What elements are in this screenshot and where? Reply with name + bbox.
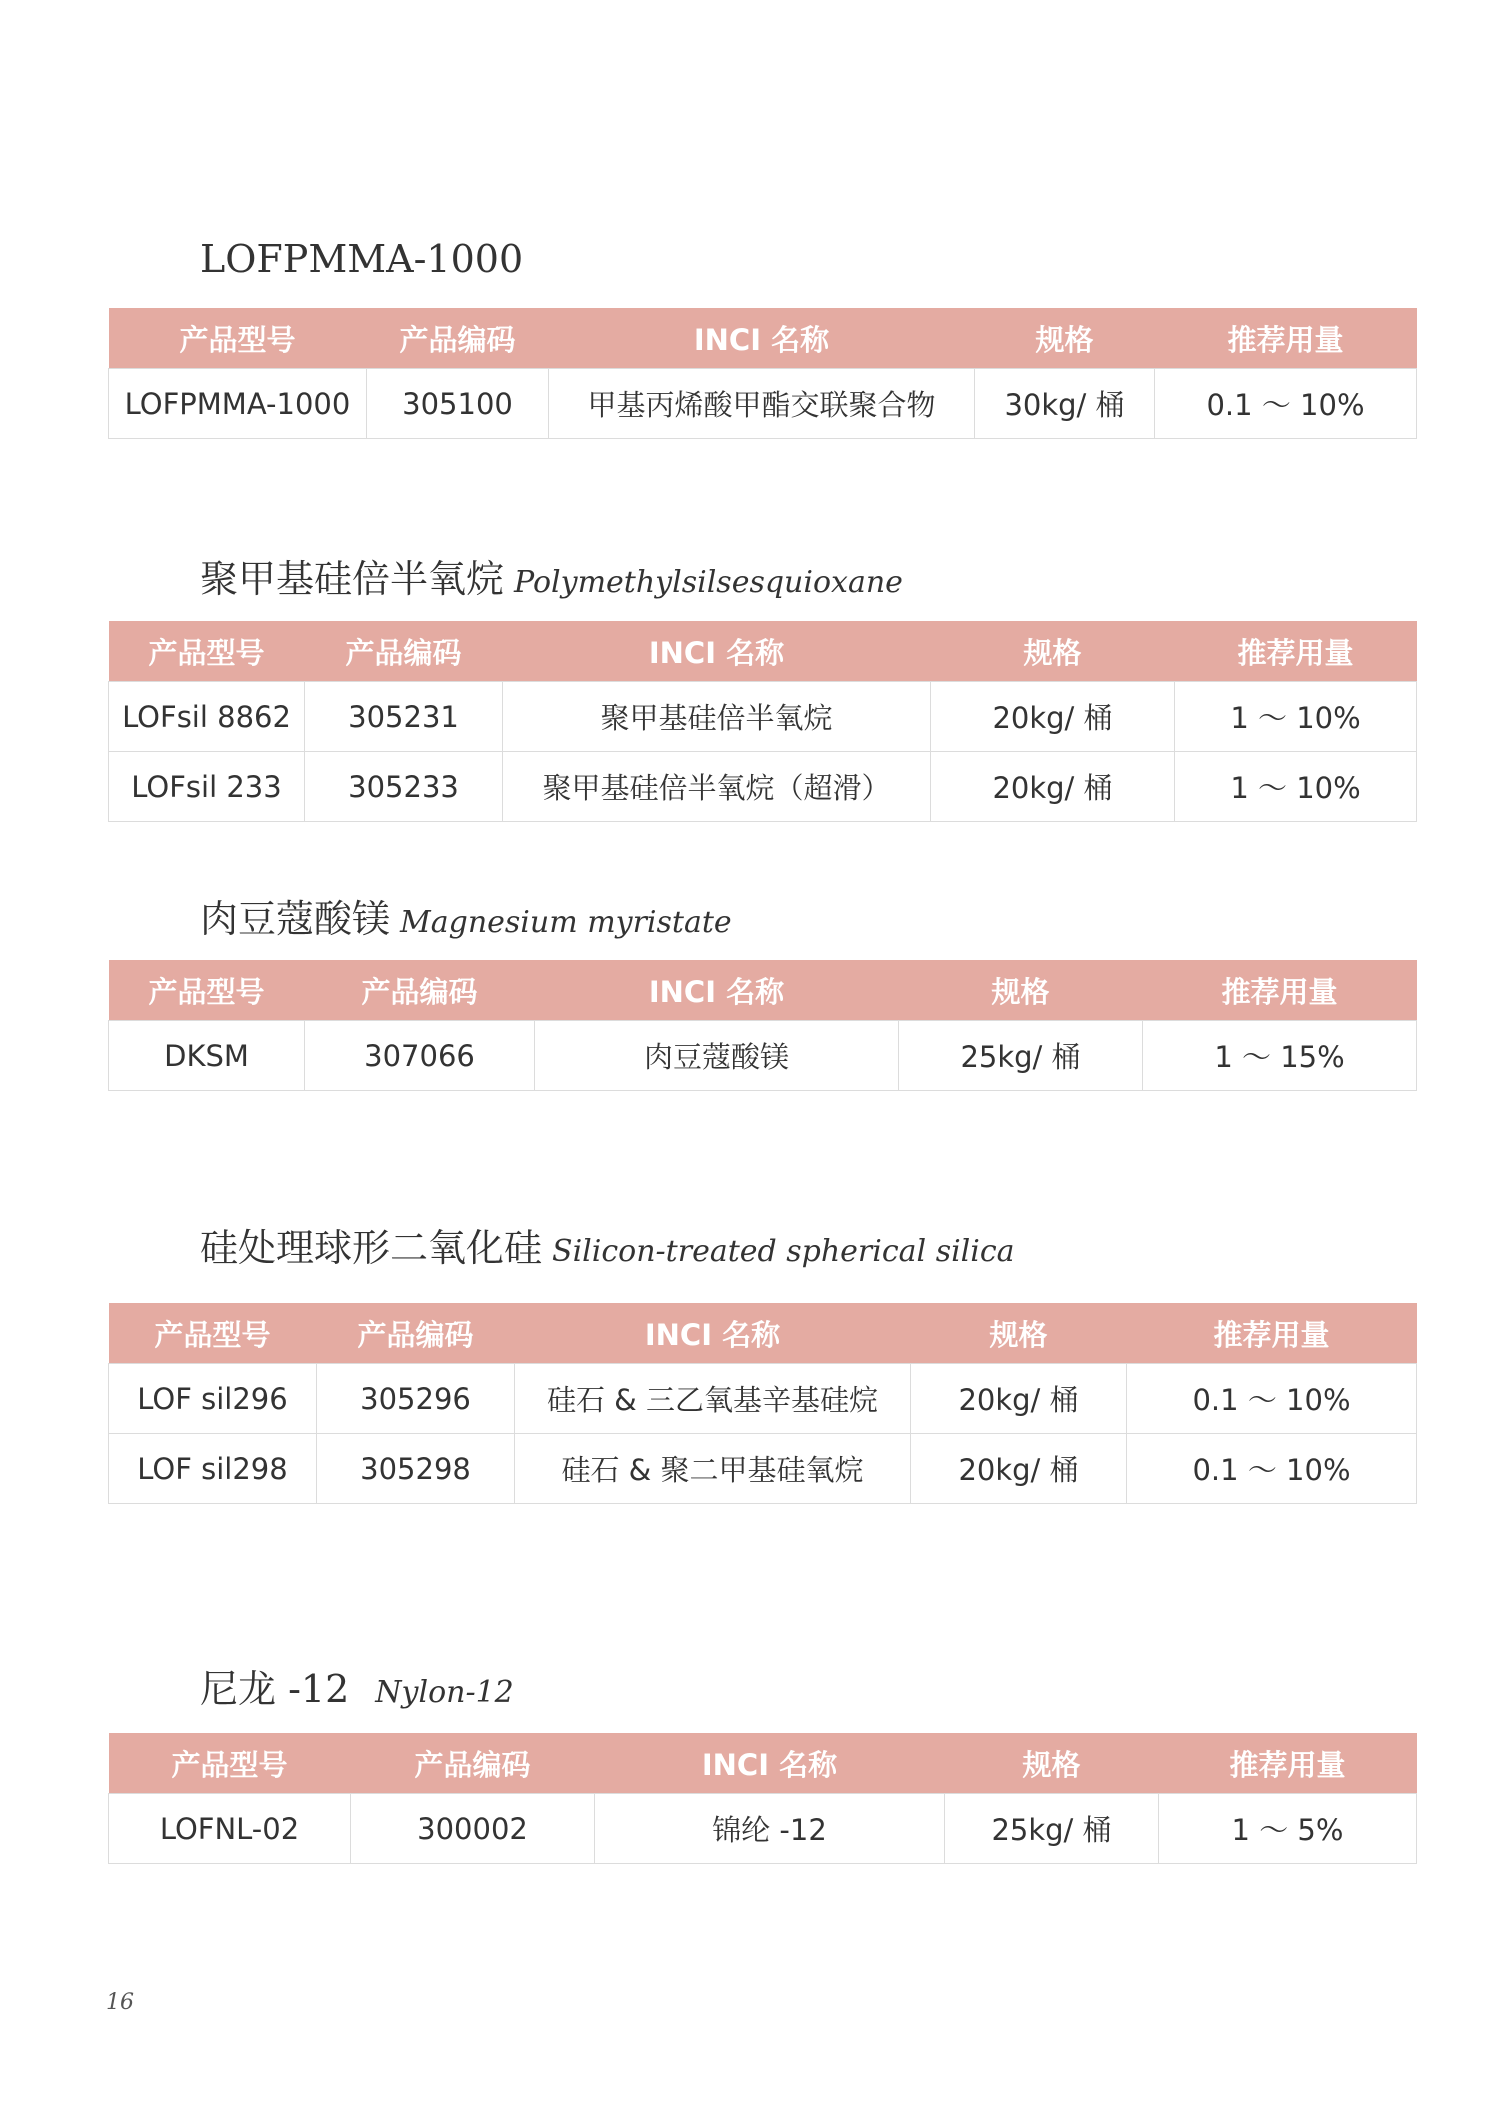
table-row [109, 682, 1417, 752]
header-inci: INCI 名称 [503, 621, 931, 682]
table-header-row [109, 1303, 1417, 1364]
header-code: 产品编码 [351, 1733, 595, 1794]
section-title-magnesium [200, 897, 732, 941]
section-title-cn: 尼龙 -12 [200, 1667, 350, 1711]
cell-inci: 聚甲基硅倍半氧烷 [503, 682, 931, 752]
section-title-nylon [200, 1667, 514, 1711]
cell-spec: 25kg/ 桶 [945, 1794, 1159, 1864]
table-header-row [109, 960, 1417, 1021]
cell-model: LOF sil298 [109, 1434, 317, 1504]
cell-code: 300002 [351, 1794, 595, 1864]
cell-code: 305233 [305, 752, 503, 822]
header-spec: 规格 [899, 960, 1143, 1021]
cell-spec: 20kg/ 桶 [911, 1364, 1127, 1434]
cell-inci: 锦纶 -12 [595, 1794, 945, 1864]
cell-spec: 30kg/ 桶 [975, 369, 1155, 439]
header-model: 产品型号 [109, 308, 367, 369]
header-model: 产品型号 [109, 1303, 317, 1364]
cell-dosage: 1 ～ 10% [1175, 682, 1417, 752]
section-title-en: Silicon-treated spherical silica [552, 1234, 1015, 1269]
spec-table-pmma [108, 308, 1417, 439]
cell-model: LOFsil 8862 [109, 682, 305, 752]
cell-inci: 硅石 & 聚二甲基硅氧烷 [515, 1434, 911, 1504]
cell-model: LOFPMMA-1000 [109, 369, 367, 439]
cell-dosage: 0.1 ～ 10% [1127, 1434, 1417, 1504]
header-model: 产品型号 [109, 1733, 351, 1794]
header-spec: 规格 [975, 308, 1155, 369]
header-dosage: 推荐用量 [1143, 960, 1417, 1021]
header-spec: 规格 [945, 1733, 1159, 1794]
table-row [109, 1794, 1417, 1864]
header-dosage: 推荐用量 [1155, 308, 1417, 369]
section-title-cn: 聚甲基硅倍半氧烷 [200, 557, 505, 601]
table-row [109, 752, 1417, 822]
cell-model: LOFNL-02 [109, 1794, 351, 1864]
cell-spec: 20kg/ 桶 [931, 752, 1175, 822]
section-title-en: Nylon-12 [375, 1675, 514, 1710]
header-inci: INCI 名称 [549, 308, 975, 369]
cell-inci: 硅石 & 三乙氧基辛基硅烷 [515, 1364, 911, 1434]
table-header-row [109, 621, 1417, 682]
header-code: 产品编码 [305, 960, 535, 1021]
header-inci: INCI 名称 [535, 960, 899, 1021]
cell-spec: 25kg/ 桶 [899, 1021, 1143, 1091]
table-row [109, 1021, 1417, 1091]
spec-table-polymethyl [108, 621, 1417, 822]
section-title-cn: 硅处理球形二氧化硅 [200, 1226, 543, 1270]
header-dosage: 推荐用量 [1127, 1303, 1417, 1364]
header-inci: INCI 名称 [595, 1733, 945, 1794]
cell-dosage: 1 ～ 10% [1175, 752, 1417, 822]
cell-dosage: 0.1 ～ 10% [1155, 369, 1417, 439]
cell-inci: 甲基丙烯酸甲酯交联聚合物 [549, 369, 975, 439]
cell-spec: 20kg/ 桶 [931, 682, 1175, 752]
table-row [109, 1434, 1417, 1504]
header-code: 产品编码 [305, 621, 503, 682]
cell-model: LOFsil 233 [109, 752, 305, 822]
table-header-row [109, 308, 1417, 369]
cell-code: 305298 [317, 1434, 515, 1504]
cell-code: 305231 [305, 682, 503, 752]
cell-model: LOF sil296 [109, 1364, 317, 1434]
spec-table-nylon [108, 1733, 1417, 1864]
spec-table-silica [108, 1303, 1417, 1504]
section-title-en: Polymethylsilsesquioxane [514, 565, 903, 600]
cell-dosage: 1 ～ 15% [1143, 1021, 1417, 1091]
header-dosage: 推荐用量 [1175, 621, 1417, 682]
header-model: 产品型号 [109, 960, 305, 1021]
table-header-row [109, 1733, 1417, 1794]
cell-code: 307066 [305, 1021, 535, 1091]
page-number: 16 [106, 1990, 134, 2015]
cell-spec: 20kg/ 桶 [911, 1434, 1127, 1504]
cell-inci: 肉豆蔻酸镁 [535, 1021, 899, 1091]
header-spec: 规格 [911, 1303, 1127, 1364]
cell-code: 305296 [317, 1364, 515, 1434]
header-code: 产品编码 [317, 1303, 515, 1364]
cell-dosage: 0.1 ～ 10% [1127, 1364, 1417, 1434]
section-title-silica [200, 1226, 1015, 1270]
cell-dosage: 1 ～ 5% [1159, 1794, 1417, 1864]
table-row [109, 369, 1417, 439]
header-dosage: 推荐用量 [1159, 1733, 1417, 1794]
spec-table-magnesium [108, 960, 1417, 1091]
header-model: 产品型号 [109, 621, 305, 682]
section-title-en: Magnesium myristate [400, 905, 732, 940]
cell-code: 305100 [367, 369, 549, 439]
section-title-polymethyl [200, 557, 903, 601]
header-code: 产品编码 [367, 308, 549, 369]
header-spec: 规格 [931, 621, 1175, 682]
header-inci: INCI 名称 [515, 1303, 911, 1364]
table-row [109, 1364, 1417, 1434]
section-title-cn: 肉豆蔻酸镁 [200, 897, 391, 941]
section-title-cn: LOFPMMA-1000 [200, 237, 524, 281]
cell-inci: 聚甲基硅倍半氧烷（超滑） [503, 752, 931, 822]
cell-model: DKSM [109, 1021, 305, 1091]
section-title-pmma [200, 237, 524, 281]
